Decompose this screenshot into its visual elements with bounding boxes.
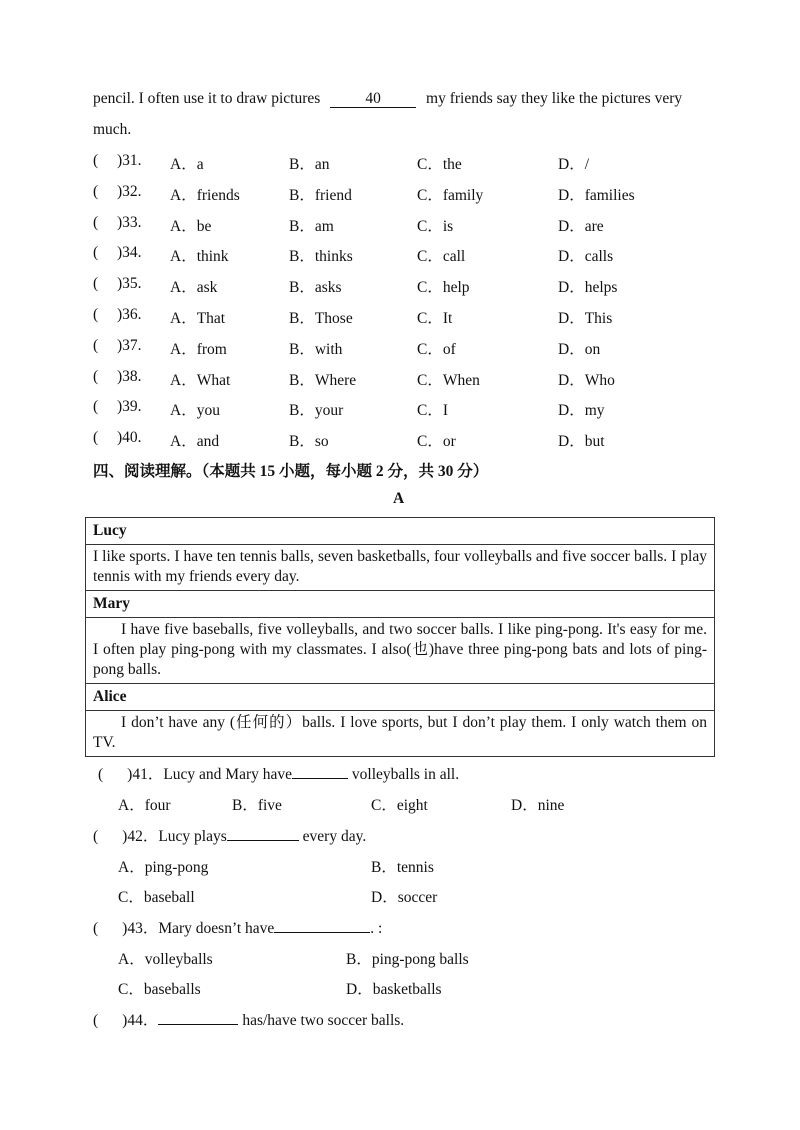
question-44-after: has/have two soccer balls. (242, 1012, 405, 1029)
option-d[interactable]: D．but (558, 433, 605, 451)
question-44-stem: )44． (122, 1012, 159, 1029)
option-a[interactable]: A．ask (170, 279, 218, 297)
answer-paren[interactable]: ( (93, 275, 99, 293)
option-c[interactable]: C．or (417, 433, 456, 451)
question-41-stem: )41．Lucy and Mary have (127, 766, 293, 783)
cloze-question-35 (93, 275, 713, 295)
option-d[interactable]: D．helps (558, 279, 618, 297)
option-a[interactable]: A．think (170, 248, 229, 266)
question-41 (98, 762, 459, 784)
answer-paren[interactable]: ( (98, 766, 104, 783)
question-43-stem: )43．Mary doesn’t have (122, 920, 275, 937)
option-a[interactable]: A．a (170, 156, 204, 173)
answer-paren[interactable]: ( (93, 398, 99, 416)
passage-line-2: much. (93, 121, 132, 138)
answer-paren[interactable]: ( (93, 152, 99, 169)
person-name-alice: Alice (86, 684, 715, 711)
question-number: )33. (117, 213, 142, 231)
question-43 (93, 916, 382, 938)
q41-option-b[interactable]: B．five (232, 797, 282, 814)
question-42 (93, 824, 366, 846)
question-42-after: every day. (302, 828, 367, 845)
answer-paren[interactable]: ( (93, 367, 99, 385)
option-a[interactable]: A．friends (170, 186, 240, 204)
option-c[interactable]: C．of (417, 340, 456, 358)
cloze-question-32 (93, 183, 713, 203)
option-d[interactable]: D．This (558, 310, 613, 327)
question-number: )34. (117, 244, 142, 262)
reading-table (85, 517, 715, 757)
option-c[interactable]: C．family (417, 186, 484, 204)
q42-option-c[interactable]: C．baseball (118, 889, 195, 906)
option-d[interactable]: D．are (558, 217, 604, 235)
option-a[interactable]: A．and (170, 433, 220, 451)
cloze-question-31 (93, 152, 713, 172)
option-b[interactable]: B．Those (289, 310, 353, 327)
question-number: )39. (117, 398, 142, 416)
q42-option-b[interactable]: B．tennis (371, 859, 434, 876)
cloze-question-33 (93, 214, 713, 234)
option-a[interactable]: A．What (170, 371, 231, 389)
option-c[interactable]: C．It (417, 310, 453, 327)
question-42-blank[interactable] (227, 840, 299, 841)
question-41-blank[interactable] (292, 778, 348, 779)
q42-option-a[interactable]: A．ping-pong (118, 859, 209, 876)
option-c[interactable]: C．help (417, 279, 470, 297)
option-b[interactable]: B．your (289, 402, 344, 420)
question-number: )35. (117, 275, 142, 293)
option-b[interactable]: B．with (289, 340, 343, 358)
question-41-after: volleyballs in all. (351, 766, 460, 783)
option-b[interactable]: B．an (289, 156, 330, 173)
option-b[interactable]: B．Where (289, 371, 357, 389)
cloze-question-37 (93, 337, 713, 357)
q43-option-b[interactable]: B．ping-pong balls (346, 951, 469, 968)
cloze-question-34 (93, 244, 713, 264)
option-c[interactable]: C．call (417, 248, 466, 266)
answer-paren[interactable]: ( (93, 1012, 99, 1029)
option-b[interactable]: B．thinks (289, 248, 353, 266)
option-b[interactable]: B．so (289, 433, 329, 451)
option-b[interactable]: B．friend (289, 186, 352, 204)
answer-paren[interactable]: ( (93, 429, 99, 447)
option-a[interactable]: A．That (170, 310, 226, 327)
option-c[interactable]: C．When (417, 371, 480, 389)
passage-text-before: pencil. I often use it to draw pictures (93, 90, 321, 107)
q41-option-a[interactable]: A．four (118, 797, 171, 814)
passage-line-1 (93, 90, 682, 108)
question-44 (93, 1008, 404, 1030)
option-c[interactable]: C．the (417, 156, 462, 173)
person-name-lucy: Lucy (86, 518, 715, 545)
option-a[interactable]: A．you (170, 402, 220, 420)
person-text-alice: I don’t have any (任何的）balls. I love sports, but I don’t play them. I only watch them on TV. (86, 711, 715, 757)
answer-paren[interactable]: ( (93, 306, 99, 323)
question-number: )37. (117, 336, 142, 354)
q42-option-d[interactable]: D．soccer (371, 889, 438, 906)
cloze-question-36 (93, 306, 713, 326)
option-b[interactable]: B．am (289, 217, 334, 235)
answer-paren[interactable]: ( (93, 336, 99, 354)
option-b[interactable]: B．asks (289, 279, 342, 297)
person-name-mary: Mary (86, 591, 715, 618)
passage-text-after: my friends say they like the pictures very (426, 90, 683, 107)
q43-option-c[interactable]: C．baseballs (118, 981, 201, 998)
question-43-blank[interactable] (274, 932, 370, 933)
option-a[interactable]: A．be (170, 217, 212, 235)
answer-paren[interactable]: ( (93, 213, 99, 231)
part-label: A (393, 490, 405, 507)
option-d[interactable]: D．/ (558, 156, 590, 173)
answer-paren[interactable]: ( (93, 244, 99, 262)
option-d[interactable]: D．families (558, 186, 635, 204)
answer-paren[interactable]: ( (93, 920, 99, 937)
option-d[interactable]: D．Who (558, 371, 615, 389)
question-number: )32. (117, 182, 142, 200)
option-d[interactable]: D．calls (558, 248, 614, 266)
question-43-after: . : (370, 920, 383, 937)
passage-blank-40[interactable]: 40 (330, 91, 416, 108)
option-a[interactable]: A．from (170, 340, 227, 358)
question-44-blank[interactable] (158, 1024, 238, 1025)
q43-option-d[interactable]: D．basketballs (346, 981, 442, 998)
option-d[interactable]: D．on (558, 340, 601, 358)
answer-paren[interactable]: ( (93, 828, 99, 845)
question-number: )38. (117, 367, 142, 385)
cloze-question-40 (93, 429, 713, 449)
q41-option-c[interactable]: C．eight (371, 797, 428, 814)
option-d[interactable]: D．my (558, 402, 605, 420)
question-number: )31. (117, 152, 142, 169)
q41-option-d[interactable]: D．nine (511, 797, 565, 814)
option-c[interactable]: C．I (417, 402, 449, 420)
answer-paren[interactable]: ( (93, 182, 99, 200)
person-text-mary: I have five baseballs, five volleyballs, and two soccer balls. I like ping-pong. It's easy for me. I often play ping-pong with my classmates. I also(也)have three ping-pong bats and lots of ping-pong balls. (86, 618, 715, 684)
q43-option-a[interactable]: A．volleyballs (118, 951, 213, 968)
cloze-question-38 (93, 368, 713, 388)
question-number: )40. (117, 429, 142, 447)
person-text-lucy: I like sports. I have ten tennis balls, seven basketballs, four volleyballs and five soccer balls. I play tennis with my friends every day. (86, 545, 715, 591)
section-heading: 四、阅读理解。（本题共 15 小题，每小题 2 分，共 30 分） (93, 463, 489, 480)
cloze-question-39 (93, 398, 713, 418)
option-c[interactable]: C．is (417, 217, 454, 235)
question-42-stem: )42．Lucy plays (122, 828, 227, 845)
question-number: )36. (117, 306, 142, 323)
